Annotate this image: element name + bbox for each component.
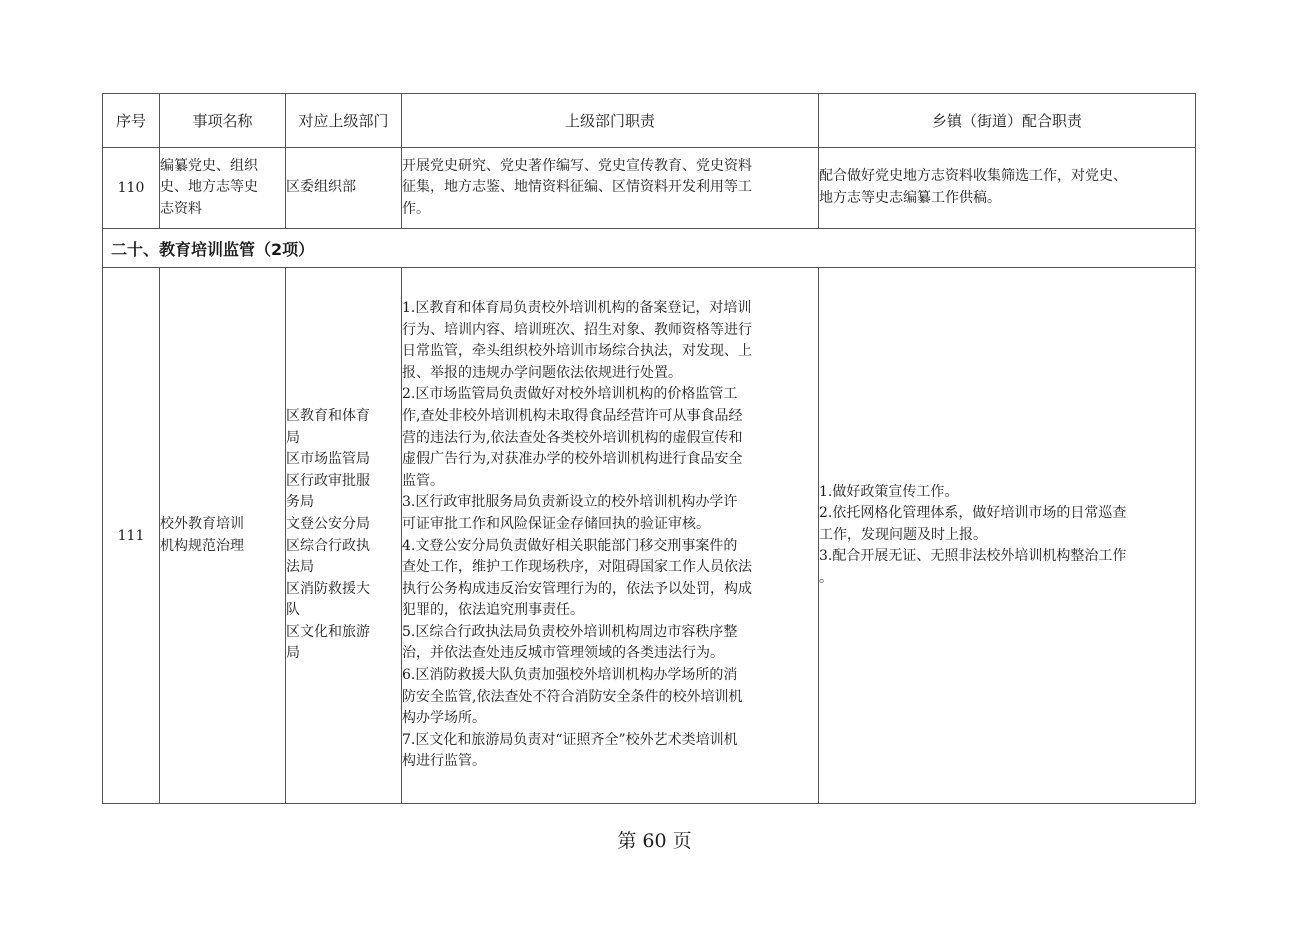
header-dept: 对应上级部门 bbox=[286, 94, 402, 148]
text-line: 构办学场所。 bbox=[402, 710, 486, 727]
text-line: 史、地方志等史 bbox=[160, 179, 258, 196]
text-line: 2.依托网格化管理体系，做好培训市场的日常巡查 bbox=[819, 505, 1127, 522]
row-item-name bbox=[160, 268, 286, 804]
row-town-duty bbox=[819, 268, 1196, 804]
text-line: 区行政审批服 bbox=[286, 472, 370, 489]
text-line: 作,查处非校外培训机构未取得食品经营许可从事食品经 bbox=[402, 407, 743, 424]
text-line: 4.文登公安分局负责做好相关职能部门移交刑事案件的 bbox=[402, 537, 738, 554]
text-line: 1.做好政策宣传工作。 bbox=[819, 483, 959, 500]
text-line: 1.区教育和体育局负责校外培训机构的备案登记，对培训 bbox=[402, 299, 752, 316]
page-number: 第 60 页 bbox=[617, 830, 692, 852]
text-line: 队 bbox=[286, 602, 300, 619]
text-line: 监管。 bbox=[402, 472, 444, 489]
text-line: 3.区行政审批服务局负责新设立的校外培训机构办学许 bbox=[402, 494, 738, 511]
text-line: 日常监管，牵头组织校外培训市场综合执法，对发现、上 bbox=[402, 343, 752, 360]
text-line: 查处工作，维护工作现场秩序，对阻碍国家工作人员依法 bbox=[402, 559, 752, 576]
text-line: 征集，地方志鉴、地情资料征编、区情资料开发利用等工 bbox=[402, 179, 752, 196]
text-line: 局 bbox=[286, 429, 300, 446]
row-dept bbox=[286, 268, 402, 804]
text-line: 3.配合开展无证、无照非法校外培训机构整治工作 bbox=[819, 548, 1127, 565]
text-line: 开展党史研究、党史著作编写、党史宣传教育、党史资料 bbox=[402, 157, 752, 174]
header-duty: 上级部门职责 bbox=[402, 94, 819, 148]
text-line: 法局 bbox=[286, 559, 314, 576]
page-footer bbox=[0, 826, 1309, 853]
text-line: 配合做好党史地方志资料收集筛选工作，对党史、 bbox=[819, 168, 1127, 185]
text-line: 工作，发现问题及时上报。 bbox=[819, 526, 987, 543]
text-line: 行为、培训内容、培训班次、招生对象、教师资格等进行 bbox=[402, 321, 752, 338]
row-seq: 111 bbox=[103, 268, 160, 804]
text-line: 区文化和旅游 bbox=[286, 623, 370, 640]
text-line: 报、举报的违规办学问题依法依规进行处置。 bbox=[402, 364, 682, 381]
text-line: 区教育和体育 bbox=[286, 407, 370, 424]
text-line: 机构规范治理 bbox=[160, 537, 244, 554]
text-line: 。 bbox=[819, 569, 833, 586]
text-line: 犯罪的，依法追究刑事责任。 bbox=[402, 602, 584, 619]
table-row bbox=[103, 148, 1196, 229]
text-line: 营的违法行为,依法查处各类校外培训机构的虚假宣传和 bbox=[402, 429, 743, 446]
row-seq: 110 bbox=[103, 148, 160, 229]
row-dept: 区委组织部 bbox=[286, 148, 402, 229]
header-seq: 序号 bbox=[103, 94, 160, 148]
header-row bbox=[103, 94, 1196, 148]
row-duty bbox=[402, 268, 819, 804]
header-town: 乡镇（街道）配合职责 bbox=[819, 94, 1196, 148]
text-line: 虚假广告行为,对获准办学的校外培训机构进行食品安全 bbox=[402, 451, 743, 468]
text-line: 区消防救援大 bbox=[286, 580, 370, 597]
row-duty bbox=[402, 148, 819, 229]
text-line: 文登公安分局 bbox=[286, 515, 370, 532]
text-line: 执行公务构成违反治安管理行为的，依法予以处罚，构成 bbox=[402, 580, 752, 597]
section-row bbox=[103, 229, 1196, 268]
text-line: 校外教育培训 bbox=[160, 515, 244, 532]
table-row bbox=[103, 268, 1196, 804]
text-line: 区综合行政执 bbox=[286, 537, 370, 554]
text-line: 局 bbox=[286, 645, 300, 662]
text-line: 7.区文化和旅游局负责对“证照齐全”校外艺术类培训机 bbox=[402, 731, 738, 748]
header-item: 事项名称 bbox=[160, 94, 286, 148]
section-title: 二十、教育培训监管（2项） bbox=[103, 229, 1196, 268]
text-line: 6.区消防救援大队负责加强校外培训机构办学场所的消 bbox=[402, 667, 738, 684]
row-item-name bbox=[160, 148, 286, 229]
responsibility-table bbox=[102, 93, 1196, 804]
text-line: 志资料 bbox=[160, 200, 202, 217]
row-town-duty bbox=[819, 148, 1196, 229]
text-line: 作。 bbox=[402, 200, 430, 217]
text-line: 5.区综合行政执法局负责校外培训机构周边市容秩序整 bbox=[402, 623, 738, 640]
text-line: 2.区市场监管局负责做好对校外培训机构的价格监管工 bbox=[402, 386, 738, 403]
text-line: 构进行监管。 bbox=[402, 753, 486, 770]
text-line: 可证审批工作和风险保证金存储回执的验证审核。 bbox=[402, 515, 710, 532]
text-line: 地方志等史志编纂工作供稿。 bbox=[819, 190, 1001, 206]
text-line: 编纂党史、组织 bbox=[160, 157, 258, 174]
text-line: 防安全监管,依法查处不符合消防安全条件的校外培训机 bbox=[402, 688, 743, 705]
text-line: 区市场监管局 bbox=[286, 451, 370, 468]
text-line: 治，并依法查处违反城市管理领域的各类违法行为。 bbox=[402, 645, 724, 662]
text-line: 务局 bbox=[286, 494, 314, 511]
